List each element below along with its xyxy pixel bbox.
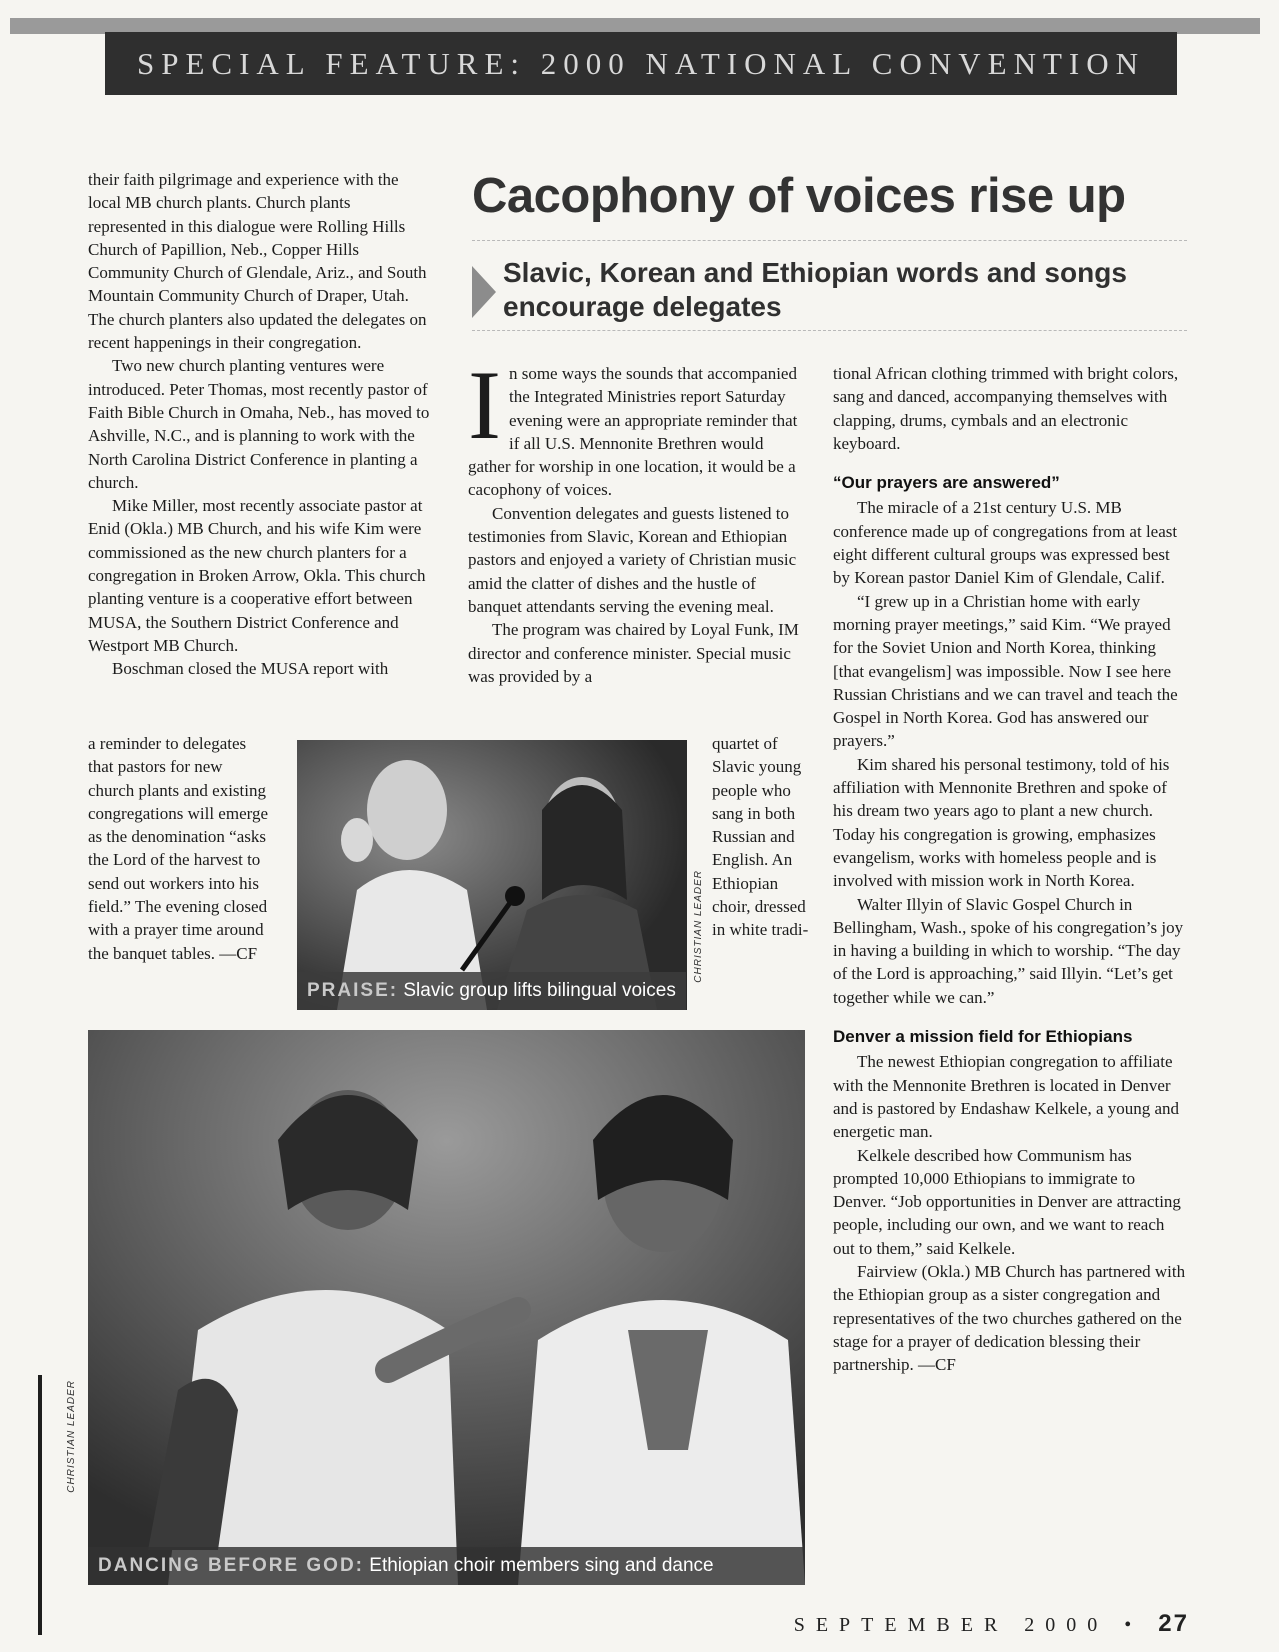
margin-rule	[38, 1375, 42, 1635]
body-paragraph: The miracle of a 21st century U.S. MB conference made up of congregations from at least eight different cultural groups was expressed best by Korean pastor Daniel Kim of Glendale, Calif.	[833, 498, 1178, 588]
body-paragraph-wrap: quartet of Slavic young people who sang in both Russian and English. An Ethiopian choir, dressed in white tradi-	[712, 734, 809, 940]
page-number: 27	[1158, 1610, 1189, 1637]
slavic-group-photo	[297, 740, 687, 1010]
left-paragraph-end: a reminder to delegates that pastors for new church plants and existing congregations will emerge as the denomination “asks the Lord of the harvest to send out workers into his field.” The evening closed with a prayer time around the banquet tables. —CF	[88, 734, 269, 963]
caption-kicker: PRAISE:	[307, 980, 399, 1001]
left-paragraph: their faith pilgrimage and experience with the local MB church plants. Church plants represented in this dialogue were Rolling Hills Church of Papillion, Neb., Copper Hills Community Church of Glendale, Ariz., and South Mountain Community Church of Draper, Utah. The church planters also updated the delegates on recent happenings in their congregation.	[88, 170, 427, 353]
body-paragraph: The newest Ethiopian congregation to affiliate with the Mennonite Brethren is located in Denver and is pastored by Endashaw Kelkele, a young and energetic man.	[833, 1052, 1180, 1142]
slavic-photo-caption	[297, 972, 686, 1010]
banner-title: SPECIAL FEATURE: 2000 NATIONAL CONVENTION	[136, 45, 1145, 81]
body-paragraph: “I grew up in a Christian home with early morning prayer meetings,” said Kim. “We prayed for the Soviet Union and North Korea, thinking [that evangelism] was impossible. Now I see here Russian Christians and we can travel and teach the Gospel in North Korea. God has answered our prayers.”	[833, 591, 1178, 751]
ethiopian-photo-image	[88, 1030, 805, 1585]
subhead: Denver a mission field for Ethiopians	[833, 1027, 1133, 1047]
left-paragraph: Boschman closed the MUSA report with	[112, 659, 389, 679]
body-paragraph: Walter Illyin of Slavic Gospel Church in Bellingham, Wash., spoke of his congregation’s joy in having a building in which to worship. “The day of the Lord is approaching,” said Illyin. “Let’s get together while we can.”	[833, 894, 1184, 1007]
caption-text: Ethiopian choir members sing and dance	[369, 1555, 714, 1576]
body-paragraph: Kelkele described how Communism has prompted 10,000 Ethiopians to immigrate to Denver. “Job opportunities in Denver are attracting people, including our own, and we want to reach out to them,” said Kelkele.	[833, 1145, 1181, 1258]
headline: Cacophony of voices rise up	[472, 169, 1126, 223]
left-paragraph: Mike Miller, most recently associate pastor at Enid (Okla.) MB Church, and his wife Kim were commissioned as the new church planters for a congregation in Broken Arrow, Okla. This church planting venture is a cooperative effort between MUSA, the Southern District Conference and Westport MB Church.	[88, 496, 426, 655]
left-column	[88, 168, 433, 681]
left-paragraph: Two new church planting ventures were introduced. Peter Thomas, most recently pastor of Faith Bible Church in Omaha, Neb., has moved to Ashville, N.C., and is planning to work with the North Carolina District Conference in planting a church.	[88, 356, 430, 492]
deck-rule	[472, 330, 1187, 331]
lead-paragraph: In some ways the sounds that accompanied the Integrated Ministries report Saturday evening were an appropriate reminder that if all U.S. Mennonite Brethren would gather for worship in one location, it would be a cacophony of voices.	[468, 351, 798, 500]
triangle-bullet-icon	[472, 266, 496, 318]
photo-credit: CHRISTIAN LEADER	[693, 870, 704, 983]
folio-bullet: •	[1124, 1614, 1143, 1636]
body-paragraph: Fairview (Okla.) MB Church has partnered with the Ethiopian group as a sister congregation and representatives of the two churches gathered on the stage for a prayer of dedication blessing their partnership. —CF	[833, 1261, 1186, 1375]
body-paragraph: The program was chaired by Loyal Funk, IM director and conference minister. Special music was provided by a	[468, 620, 799, 686]
caption-text: Slavic group lifts bilingual voices	[403, 980, 676, 1001]
deck: Slavic, Korean and Ethiopian words and songs encourage delegates	[503, 257, 1127, 322]
right-column	[833, 362, 1188, 1376]
body-paragraph: Kim shared his personal testimony, told of his affiliation with Mennonite Brethren and spoke of his dream two years ago to plant a new church. Today his congregation is growing, emphasizes evangelism, works with homeless people and is involved with mission work in North Korea.	[833, 754, 1170, 891]
folio	[794, 1610, 1189, 1638]
folio-month: SEPTEMBER 2000	[793, 1614, 1109, 1636]
body-paragraph: Convention delegates and guests listened to testimonies from Slavic, Korean and Ethiopian pastors and enjoyed a variety of Christian music amid the clatter of dishes and the hustle of banquet attendants serving the evening meal.	[468, 503, 797, 616]
subhead: “Our prayers are answered”	[833, 473, 1060, 493]
headline-rule	[472, 240, 1187, 241]
drop-cap: I	[468, 351, 501, 460]
left-column-narrow	[88, 732, 273, 965]
middle-column	[468, 351, 808, 688]
section-banner	[105, 32, 1177, 95]
ethiopian-photo-caption	[88, 1547, 805, 1585]
photo-credit: CHRISTIAN LEADER	[66, 1380, 77, 1493]
caption-kicker: DANCING BEFORE GOD:	[98, 1555, 364, 1576]
ethiopian-choir-photo	[88, 1030, 805, 1585]
middle-column-narrow	[712, 732, 812, 942]
slavic-photo-image	[297, 740, 687, 1010]
body-paragraph: tional African clothing trimmed with bright colors, sang and danced, accompanying themselves with clapping, drums, cymbals and an electronic keyboard.	[833, 364, 1179, 453]
